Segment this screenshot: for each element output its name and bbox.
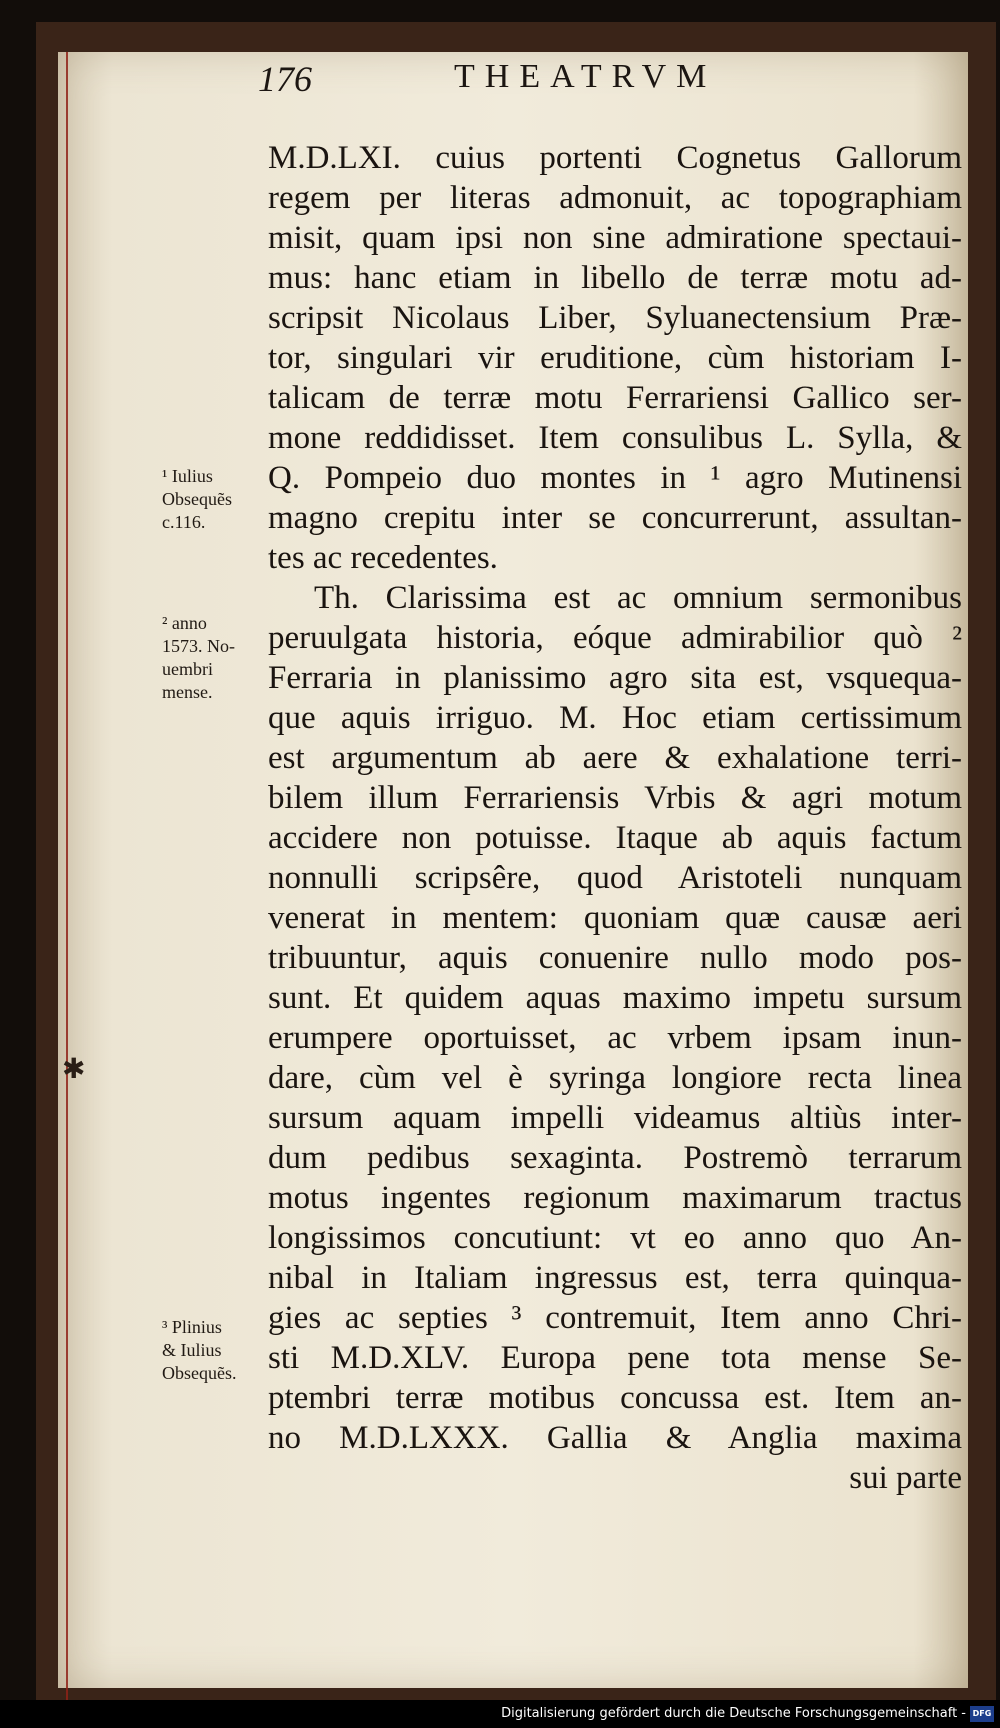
text-line: Th. Clarissima est ac omnium sermonibus — [314, 580, 962, 616]
text-line: nibal in Italiam ingressus est, terra quinqua- — [268, 1260, 962, 1296]
text-line: sti M.D.XLV. Europa pene tota mense Se- — [268, 1340, 962, 1376]
text-line: tes ac recedentes. — [268, 540, 498, 576]
margin-note-line: c.116. — [162, 512, 206, 532]
margin-note-line: mense. — [162, 682, 213, 702]
margin-note-line: Obsequẽs. — [162, 1363, 237, 1383]
text-line: dum pedibus sexaginta. Postremò terrarum — [268, 1140, 962, 1176]
footer-credit: Digitalisierung gefördert durch die Deutsche Forschungsgemeinschaft - — [501, 1706, 966, 1721]
margin-note — [162, 465, 272, 534]
text-line: accidere non potuisse. Itaque ab aquis factum — [268, 820, 962, 856]
text-line: bilem illum Ferrariensis Vrbis & agri motum — [268, 780, 962, 816]
text-line: erumpere oportuisset, ac vrbem ipsam inun- — [268, 1020, 962, 1056]
page-header — [258, 58, 958, 118]
margin-note — [162, 612, 272, 704]
text-line: no M.D.LXXX. Gallia & Anglia maxima — [268, 1420, 962, 1456]
text-line: sursum aquam impelli videamus altiùs inter- — [268, 1100, 962, 1136]
digitization-footer — [0, 1700, 1000, 1728]
text-line: regem per literas admonuit, ac topographiam — [268, 180, 962, 216]
text-line: mus: hanc etiam in libello de terræ motu ad- — [268, 260, 962, 296]
text-line: scripsit Nicolaus Liber, Syluanectensium Præ- — [268, 300, 962, 336]
text-line: tribuuntur, aquis conuenire nullo modo pos- — [268, 940, 962, 976]
text-line: misit, quam ipsi non sine admiratione spectaui- — [268, 220, 962, 256]
text-line: venerat in mentem: quoniam quæ causæ aeri — [268, 900, 962, 936]
manuscript-star-mark: ✱ — [62, 1052, 86, 1085]
text-line: est argumentum ab aere & exhalatione terri- — [268, 740, 962, 776]
text-line: sunt. Et quidem aquas maximo impetu sursum — [268, 980, 962, 1016]
text-line: peruulgata historia, eóque admirabilior quò ² — [268, 620, 962, 656]
text-line: mone reddidisset. Item consulibus L. Sylla, & — [268, 420, 962, 456]
dfg-logo: DFG — [970, 1706, 994, 1722]
text-line: nonnulli scripsêre, quod Aristoteli nunquam — [268, 860, 962, 896]
margin-note — [162, 1316, 272, 1385]
main-text — [268, 138, 962, 1498]
text-line: motus ingentes regionum maximarum tractus — [268, 1180, 962, 1216]
running-title: THEATRVM — [454, 58, 717, 95]
margin-note-line: Obsequẽs — [162, 489, 232, 509]
text-line: magno crepitu inter se concurrerunt, assultan- — [268, 500, 962, 536]
catchword: sui parte — [849, 1460, 962, 1496]
margin-note-line: ² anno — [162, 613, 207, 633]
text-line: talicam de terræ motu Ferrariensi Gallico ser- — [268, 380, 962, 416]
text-line: Ferraria in planissimo agro sita est, vsquequa- — [268, 660, 962, 696]
margin-note-line: & Iulius — [162, 1340, 222, 1360]
text-line: dare, cùm vel è syringa longiore recta linea — [268, 1060, 962, 1096]
text-line: M.D.LXI. cuius portenti Cognetus Gallorum — [268, 140, 962, 176]
text-line: Q. Pompeio duo montes in ¹ agro Mutinensi — [268, 460, 962, 496]
text-line: gies ac septies ³ contremuit, Item anno Chri- — [268, 1300, 962, 1336]
page-edge-line — [66, 52, 68, 1710]
margin-note-line: ³ Plinius — [162, 1317, 222, 1337]
margin-note-line: ¹ Iulius — [162, 466, 213, 486]
margin-note-line: 1573. No- — [162, 636, 235, 656]
text-line: tor, singulari vir eruditione, cùm historiam I- — [268, 340, 962, 376]
text-line: longissimos concutiunt: vt eo anno quo An- — [268, 1220, 962, 1256]
text-line: ptembri terræ motibus concussa est. Item an- — [268, 1380, 962, 1416]
page-number: 176 — [258, 59, 312, 99]
margin-note-line: uembri — [162, 659, 213, 679]
text-line: que aquis irriguo. M. Hoc etiam certissimum — [268, 700, 962, 736]
